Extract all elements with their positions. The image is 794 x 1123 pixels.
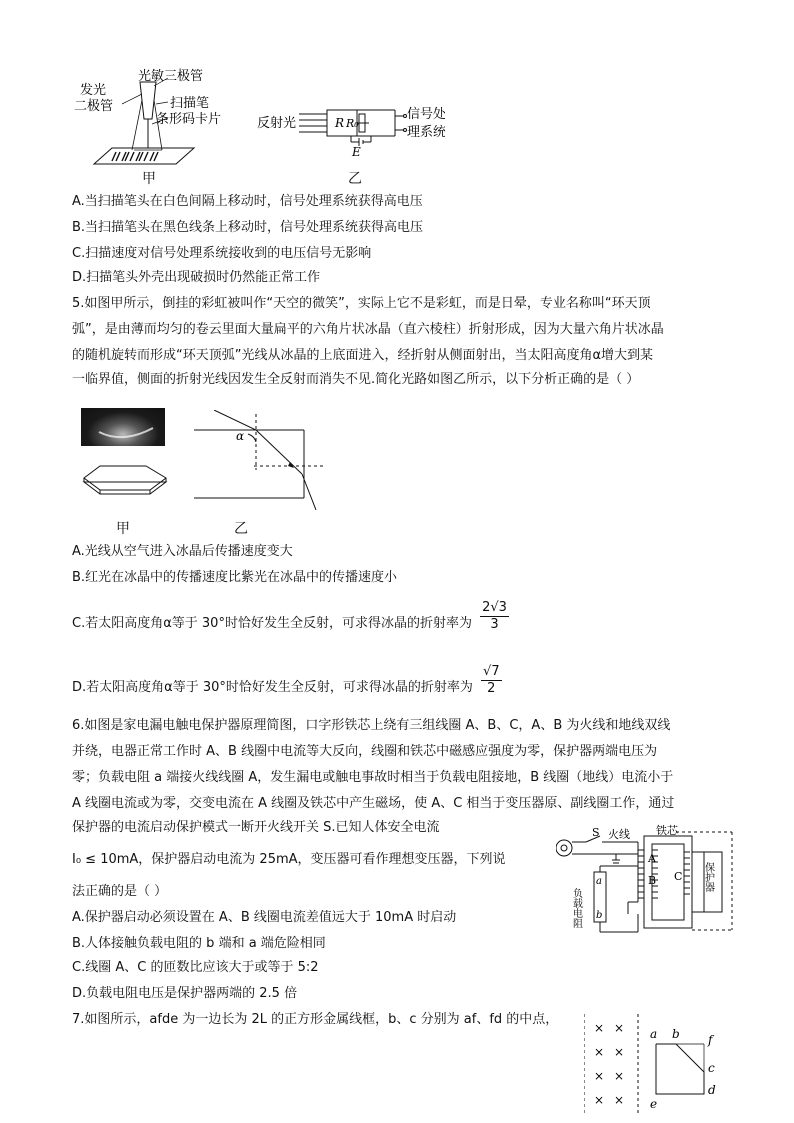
q4-option-a: A.当扫描笔头在白色间隔上移动时，信号处理系统获得高电压	[72, 194, 423, 209]
q6-stem-1: 6.如图是家电漏电触电保护器原理简图，口字形铁芯上绕有三组线圈 A、B、C，A、B 为火线和地线双线	[72, 718, 671, 733]
switch-label: S	[592, 826, 600, 839]
fig5-caption-yi: 乙	[234, 521, 248, 537]
q5-option-d-text: D.若太阳高度角α等于 30°时恰好发生全反射，可求得冰晶的折射率为	[72, 680, 473, 695]
led-label: 发光	[80, 83, 107, 98]
q6-stem-5: 保护器的电流启动保护模式一断开火线开关 S.已知人体安全电流	[72, 820, 440, 835]
q5-option-b: B.红光在冰晶中的传播速度比紫光在冰晶中的传播速度小	[72, 570, 398, 585]
point-d-label: d	[708, 1083, 716, 1097]
fig4-caption-jia: 甲	[142, 171, 156, 187]
q5-option-c-fraction	[480, 600, 509, 633]
cross-mark: ×	[594, 1093, 605, 1107]
cross-mark: ×	[594, 1045, 605, 1059]
point-f-label: f	[708, 1033, 713, 1047]
coil-b-label: B	[648, 874, 657, 887]
q6-stem-2: 并绕，电器正常工作时 A、B 线圈中电流等大反向，线圈和铁芯中磁感应强度为零，保护器两端电压为	[72, 744, 658, 759]
q4-option-b: B.当扫描笔头在黑色线条上移动时，信号处理系统获得高电压	[72, 220, 424, 235]
R-label: R	[335, 116, 345, 130]
cross-mark: ×	[614, 1045, 625, 1059]
q4-figure-left	[72, 64, 242, 184]
fig4-caption-yi: 乙	[348, 171, 362, 187]
fire-wire-label: 火线	[608, 828, 630, 841]
card-label: 条形码卡片	[156, 112, 222, 127]
a-end-label: a	[596, 876, 602, 887]
q4-option-c: C.扫描速度对信号处理系统接收到的电压信号无影响	[72, 246, 372, 261]
q5-stem-2: 弧”，是由薄而均匀的卷云里面大量扁平的六角片状冰晶（直六棱柱）折射形成，因为大量六角片状冰晶	[72, 322, 664, 337]
protector-label: 保护器	[702, 862, 714, 892]
scanner-diagram	[72, 64, 242, 184]
cross-mark: ×	[614, 1021, 625, 1035]
core-label: 铁芯	[656, 824, 678, 837]
signal-label-2: 理系统	[407, 125, 445, 140]
q5-stem-4: 一临界值，侧面的折射光线因发生全反射而消失不见.简化光路如图乙所示，以下分析正确的是（ ）	[72, 372, 640, 387]
q6-option-b: B.人体接触负载电阻的 b 端和 a 端危险相同	[72, 936, 326, 951]
fraction-numerator: √7	[483, 664, 500, 679]
R0-label: R₀	[346, 117, 359, 130]
signal-label-1: 信号处	[407, 107, 445, 122]
circuit-diagram	[255, 100, 445, 160]
cross-mark: ×	[614, 1093, 625, 1107]
q5-option-c-text: C.若太阳高度角α等于 30°时恰好发生全反射，可求得冰晶的折射率为	[72, 616, 472, 631]
q4-figure-right	[255, 100, 445, 160]
cross-mark: ×	[614, 1069, 625, 1083]
cross-mark: ×	[594, 1021, 605, 1035]
q5-option-d	[72, 664, 502, 697]
fraction-denominator: 3	[490, 617, 499, 632]
b-end-label: b	[596, 910, 603, 921]
q7-stem: 7.如图所示，afde 为一边长为 2L 的正方形金属线框，b、c 分别为 af、fd 的中点，	[72, 1012, 559, 1027]
point-b-label: b	[672, 1027, 680, 1041]
phototransistor-label: 光敏三极管	[138, 69, 204, 84]
q5-stem-1: 5.如图甲所示，倒挂的彩虹被叫作“天空的微笑”，实际上它不是彩虹，而是日晕，专业名称叫“环天顶	[72, 296, 651, 311]
point-c-label: c	[708, 1061, 715, 1075]
coil-c-label: C	[674, 870, 683, 883]
q6-stem-7: 法正确的是（ ）	[72, 884, 168, 899]
q5-option-c	[72, 600, 509, 633]
q4-option-d: D.扫描笔头外壳出现破损时仍然能正常工作	[72, 270, 321, 285]
square-frame-diagram	[584, 1014, 724, 1114]
q6-option-d: D.负载电阻电压是保护器两端的 2.5 倍	[72, 986, 298, 1001]
coil-a-label: A	[648, 852, 656, 865]
q5-option-a: A.光线从空气进入冰晶后传播速度变大	[72, 544, 293, 559]
q5-stem-3: 的随机旋转而形成“环天顶弧”光线从冰晶的上底面进入，经折射从侧面射出，当太阳高度角α增大到某	[72, 348, 654, 363]
q6-stem-4: A 线圈电流或为零，交变电流在 A 线圈及铁芯中产生磁场，使 A、C 相当于变压器原、副线圈工作，通过	[72, 796, 675, 811]
light-path-diagram	[194, 410, 334, 510]
led-label-2: 二极管	[74, 99, 114, 114]
alpha-label: α	[236, 429, 245, 443]
q6-option-c: C.线圈 A、C 的匝数比应该大于或等于 5:2	[72, 960, 319, 975]
point-e-label: e	[650, 1097, 658, 1111]
halo-photo	[81, 408, 165, 446]
cross-mark: ×	[594, 1069, 605, 1083]
q5-option-d-fraction	[481, 664, 502, 697]
leakage-protector-diagram	[556, 822, 734, 944]
E-label: E	[352, 145, 361, 159]
q6-stem-6: I₀ ≤ 10mA，保护器启动电流为 25mA，变压器可看作理想变压器，下列说	[72, 852, 506, 867]
magnetic-field-crosses	[594, 1021, 624, 1107]
fraction-denominator: 2	[487, 681, 496, 696]
scanner-label: 扫描笔	[170, 96, 210, 111]
ice-crystal-figure	[80, 460, 170, 496]
fig5-caption-jia: 甲	[116, 521, 130, 537]
fraction-numerator: 2√3	[482, 600, 507, 615]
q6-stem-3: 零；负载电阻 a 端接火线线圈 A，发生漏电或触电事故时相当于负载电阻接地，B 线圈（地线）电流小于	[72, 770, 674, 785]
point-a-label: a	[650, 1027, 658, 1041]
reflected-light-label: 反射光	[257, 116, 297, 131]
q6-option-a: A.保护器启动必须设置在 A、B 线圈电流差值远大于 10mA 时启动	[72, 910, 457, 925]
load-label: 负载电阻	[570, 888, 582, 928]
